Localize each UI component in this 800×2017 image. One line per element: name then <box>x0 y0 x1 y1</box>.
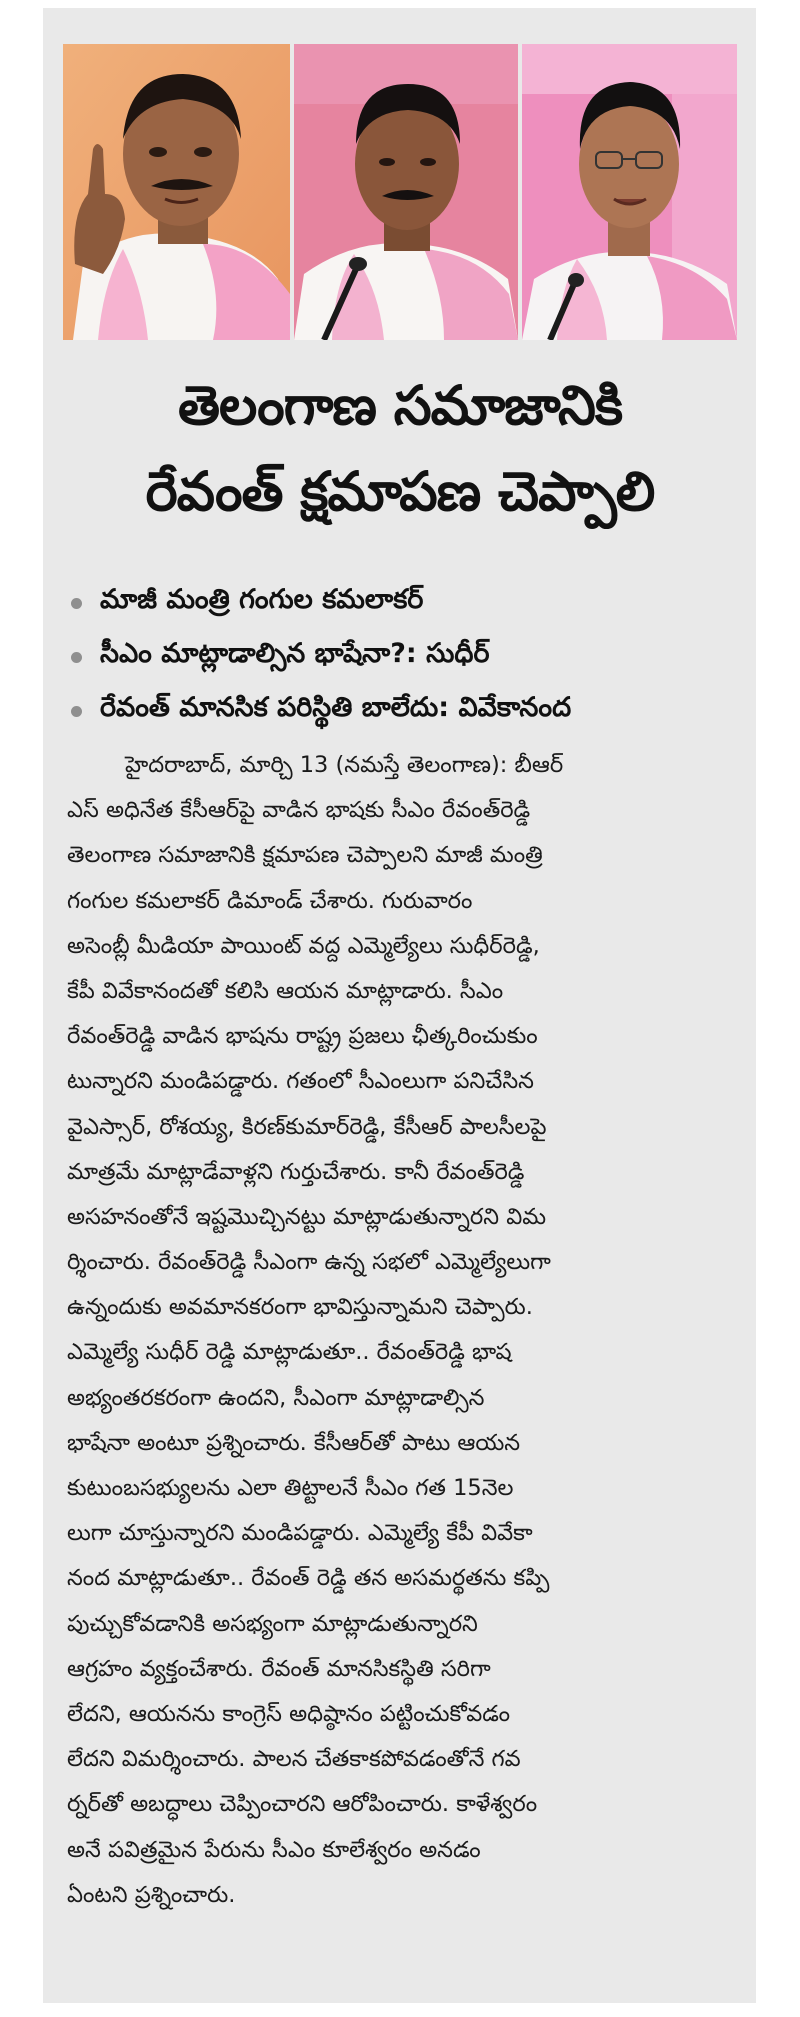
headline-line-1: తెలంగాణ సమాజానికి <box>177 374 623 437</box>
body-line: నంద మాట్లాడుతూ.. రేవంత్ రెడ్డి తన అసమర్థతను కప్పి <box>67 1565 550 1592</box>
bullet-text: మాజీ మంత్రి గంగుల కమలాకర్ <box>100 584 424 615</box>
bullet-dot-icon <box>71 652 82 663</box>
body-line: ఆగ్రహం వ్యక్తంచేశారు. రేవంత్ మానసికస్థితి సరిగా <box>67 1655 491 1682</box>
bullet-text: సీఎం మాట్లాడాల్సిన భాషేనా?: సుధీర్ <box>100 638 490 669</box>
bullet-dot-icon <box>71 598 82 609</box>
bullet-item <box>65 576 745 630</box>
body-line: లుగా చూస్తున్నారని మండిపడ్డారు. ఎమ్మెల్యే కేపీ వివేకా <box>67 1520 533 1547</box>
body-line: పుచ్చుకోవడానికి అసభ్యంగా మాట్లాడుతున్నారని <box>67 1610 478 1637</box>
body-line: అనే పవిత్రమైన పేరును సీఎం కూలేశ్వరం అనడం <box>67 1836 481 1863</box>
body-line: అసెంబ్లీ మీడియా పాయింట్ వద్ద ఎమ్మెల్యేలు సుధీర్‌రెడ్డి, <box>67 932 540 959</box>
body-line: తెలంగాణ సమాజానికి క్షమాపణ చెప్పాలని మాజీ మంత్రి <box>67 842 543 869</box>
body-line: లేదని, ఆయనను కాంగ్రెస్ అధిష్ఠానం పట్టించుకోవడం <box>67 1700 511 1727</box>
news-clipping <box>43 8 756 2003</box>
body-line: కుటుంబసభ్యులను ఎలా తిట్టాలనే సీఎం గత 15నెల <box>67 1475 514 1501</box>
body-line: ఏంటని ప్రశ్నించారు. <box>67 1881 236 1908</box>
photo-strip <box>63 44 737 340</box>
bullet-dot-icon <box>71 706 82 717</box>
body-line: ఉన్నందుకు అవమానకరంగా భావిస్తున్నామని చెప్పారు. <box>67 1294 533 1321</box>
body-line: భాషేనా అంటూ ప్రశ్నించారు. కేసీఆర్‌తో పాటు ఆయన <box>67 1429 521 1456</box>
body-line: ర్నర్‌తో అబద్ధాలు చెప్పించారని ఆరోపించారు. కాళేశ్వరం <box>67 1791 538 1818</box>
body-line: మాత్రమే మాట్లాడేవాళ్లని గుర్తుచేశారు. కానీ రేవంత్‌రెడ్డి <box>67 1158 525 1185</box>
photo-kp-vivekananda <box>522 44 737 340</box>
body-line: అభ్యంతరకరంగా ఉందని, సీఎంగా మాట్లాడాల్సిన <box>67 1384 485 1411</box>
headline-line-2: రేవంత్ క్షమాపణ చెప్పాలి <box>145 460 655 523</box>
body-line: ఎమ్మెల్యే సుధీర్ రెడ్డి మాట్లాడుతూ.. రేవంత్‌రెడ్డి భాష <box>67 1339 512 1366</box>
article-body <box>67 743 747 1918</box>
photo-sudheer-reddy <box>294 44 518 340</box>
body-line: లేదని విమర్శించారు. పాలన చేతకాకపోవడంతోనే గవ <box>67 1746 521 1773</box>
body-line: గంగుల కమలాకర్ డిమాండ్ చేశారు. గురువారం <box>67 887 473 914</box>
body-line: రేవంత్‌రెడ్డి వాడిన భాషను రాష్ట్ర ప్రజలు ఛీత్కరించుకుం <box>67 1023 538 1050</box>
bullet-item <box>65 684 745 738</box>
body-line: హైదరాబాద్, మార్చి 13 (నమస్తే తెలంగాణ): బీఆర్ <box>125 752 564 778</box>
headline <box>63 363 737 535</box>
body-line: కేపీ వివేకానందతో కలిసి ఆయన మాట్లాడారు. సీఎం <box>67 977 504 1004</box>
body-line: ఎస్ అధినేత కేసీఆర్‌పై వాడిన భాషకు సీఎం రేవంత్‌రెడ్డి <box>67 797 531 824</box>
body-line: వైఎస్సార్, రోశయ్య, కిరణ్‌కుమార్‌రెడ్డి, కేసీఆర్ పాలసీలపై <box>67 1113 547 1140</box>
body-line: టున్నారని మండిపడ్డారు. గతంలో సీఎంలుగా పనిచేసిన <box>67 1068 534 1095</box>
bullet-list <box>65 576 745 738</box>
bullet-item <box>65 630 745 684</box>
bullet-text: రేవంత్ మానసిక పరిస్థితి బాలేదు: వివేకానంద <box>100 692 572 723</box>
body-line: ర్శించారు. రేవంత్‌రెడ్డి సీఎంగా ఉన్న సభలో ఎమ్మెల్యేలుగా <box>67 1249 551 1276</box>
body-line: అసహనంతోనే ఇష్టమొచ్చినట్టు మాట్లాడుతున్నారని విమ <box>67 1203 546 1230</box>
photo-gangula-kamalakar <box>63 44 290 340</box>
